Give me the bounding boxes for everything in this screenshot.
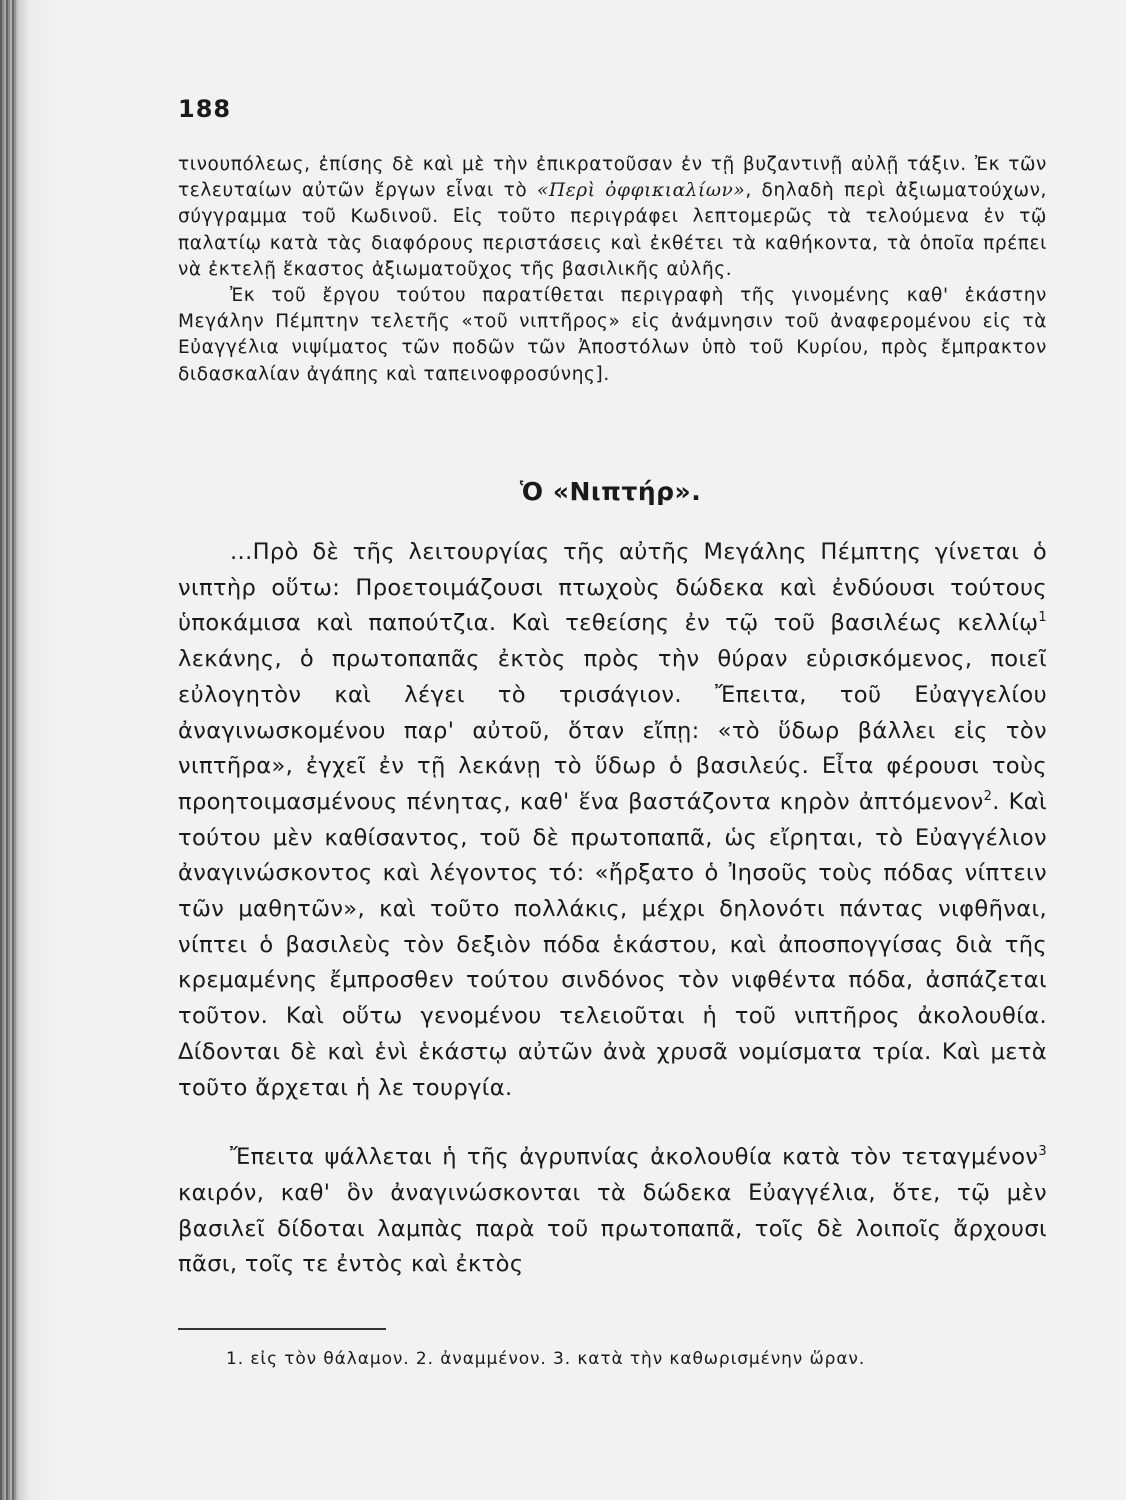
main-text [178, 535, 1047, 1283]
intro-paragraph-2: Ἐκ τοῦ ἔργου τούτου παρατίθεται περιγραφὴ τῆς γινομένης καθ' ἑκάστην Μεγάλην Πέμπτην τελετῆς «τοῦ νιπτῆρος» εἰς ἀνάμνησιν τοῦ ἀναφερομένου εἰς τὰ Εὐαγγέλια νιψίματος τῶν ποδῶν τῶν Ἀποστόλων ὑπὸ τοῦ Κυρίου, πρὸς ἔμπρακτον διδασκαλίαν ἀγάπης καὶ ταπεινοφροσύνης]. [178, 285, 1047, 385]
footnote-marker-2: 2 [983, 788, 993, 804]
book-binding-edge [0, 0, 18, 1500]
main-paragraph-2: Ἔπειτα ψάλλεται ἡ τῆς ἀγρυπνίας ἀκολουθία κατὰ τὸν τεταγμένον$^3$ καιρόν, καθ' ὃν ἀναγινώσκονται τὰ δώδεκα Εὐαγγέλια, ὅτε, τῷ μὲν βασιλεῖ δίδοται λαμπὰς παρὰ τοῦ πρωτοπαπᾶ, τοῖς δὲ λοιποῖς ἄρχουσι πᾶσι, τοῖς τε ἐντὸς καὶ ἐκτὸς [178, 1144, 1047, 1278]
intro-paragraph-1: τινουπόλεως, ἐπίσης δὲ καὶ μὲ τὴν ἐπικρατοῦσαν ἐν τῇ βυζαντινῇ αὐλῇ τάξιν. Ἐκ τῶν τελευταίων αὐτῶν ἔργων εἶναι τὸ «Περὶ ὀφφικιαλίων», δηλαδὴ περὶ ἀξιωματούχων, σύγγραμμα τοῦ Κωδινοῦ. Εἰς τοῦτο περιγράφει λεπτομερῶς τὰ τελούμενα ἐν τῷ παλατίῳ κατὰ τὰς διαφόρους περιστάσεις καὶ ἐκθέτει τὰ καθήκοντα, τὰ ὁποῖα πρέπει νὰ ἐκτελῇ ἕκαστος ἀξιωματοῦχος τῆς βασιλικῆς αὐλῆς. [178, 154, 1047, 280]
main-paragraph-1: ...Πρὸ δὲ τῆς λειτουργίας τῆς αὐτῆς Μεγάλης Πέμπτης γίνεται ὁ νιπτὴρ οὕτω: Προετοιμάζουσι πτωχοὺς δώδεκα καὶ ἐνδύουσι τούτους ὑποκάμισα καὶ παπούτζια. Καὶ τεθείσης ἐν τῷ τοῦ βασιλέως κελλίῳ$^1$ λεκάνης, ὁ πρωτοπαπᾶς ἐκτὸς πρὸς τὴν θύραν εὑρισκόμενος, ποιεῖ εὐλογητὸν καὶ λέγει τὸ τρισάγιον. Ἔπειτα, τοῦ Εὐαγγελίου ἀναγινωσκομένου παρ' αὐτοῦ, ὅταν εἴπῃ: «τὸ ὕδωρ βάλλει εἰς τὸν νιπτῆρα», ἐγχεῖ ἐν τῇ λεκάνῃ τὸ ὕδωρ ὁ βασιλεύς. Εἶτα φέρουσι τοὺς προητοιμασμένους πένητας, καθ' ἕνα βαστάζοντα κηρὸν ἀπτόμενον$^2$. Καὶ τούτου μὲν καθίσαντος, τοῦ δὲ πρωτοπαπᾶ, ὡς εἴρηται, τὸ Εὐαγγέλιον ἀναγινώσκοντος καὶ λέγοντος τό: «ἤρξατο ὁ Ἰησοῦς τοὺς πόδας νίπτειν τῶν μαθητῶν», καὶ τοῦτο πολλάκις, μέχρι δηλονότι πάντας νιφθῆναι, νίπτει ὁ βασιλεὺς τὸν δεξιὸν πόδα ἑκάστου, καὶ ἀποσπογγίσας διὰ τῆς κρεμαμένης ἔμπροσθεν τούτου σινδόνος τὸν νιφθέντα πόδα, ἀσπάζεται τοῦτον. Καὶ οὕτω γενομένου τελειοῦται ἡ τοῦ νιπτῆρος ἀκολουθία. Δίδονται δὲ καὶ ἑνὶ ἑκάστῳ αὐτῶν ἀνὰ χρυσᾶ νομίσματα τρία. Καὶ μετὰ τοῦτο ἄρχεται ἡ λε τουργία. [178, 539, 1048, 1101]
footnote-marker-1: 1 [1038, 610, 1047, 626]
page-number: 188 [178, 95, 232, 123]
section-heading: Ὁ «Νιπτήρ». [519, 477, 702, 506]
footnote-marker-3: 3 [1038, 1144, 1047, 1160]
footnotes: 1. εἰς τὸν θάλαμον. 2. ἀναμμένον. 3. κατὰ τὴν καθωρισμένην ὥραν. [226, 1349, 866, 1369]
work-title: «Περὶ ὀφφικιαλίων» [537, 180, 746, 202]
introduction-text [178, 152, 1047, 388]
footnote-divider [178, 1328, 386, 1330]
